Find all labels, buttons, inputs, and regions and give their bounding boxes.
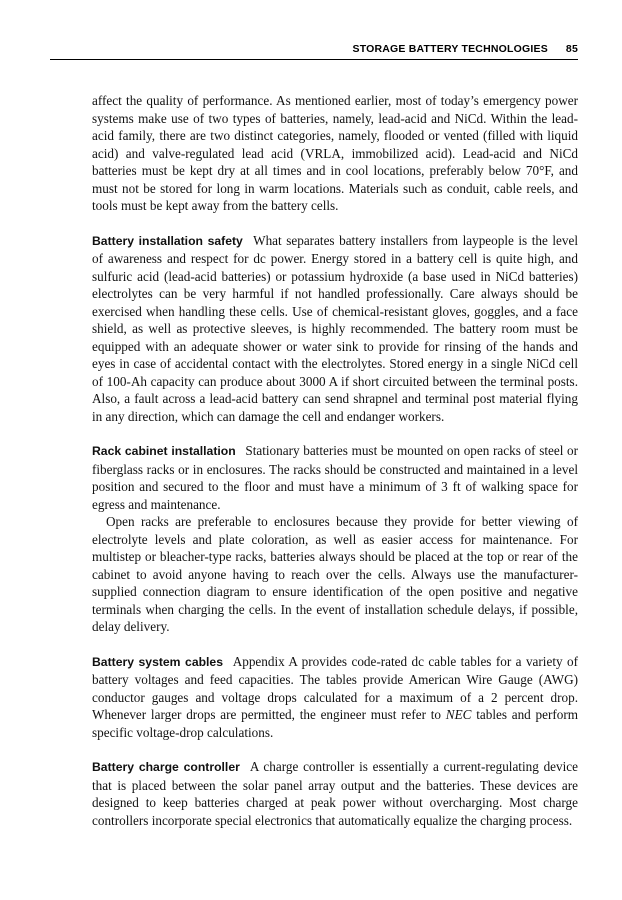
text-battery-system-cables-a: Appendix A provides code-rated dc cable tables for a variety of battery voltages and feed capacities. The tables provide American Wire Gauge (AWG) conductor gauges and voltage drops calculated for a maximum of a 2 percent drop. Whenever larger drops are permitted, the engineer must refer to bbox=[92, 653, 578, 722]
heading-battery-installation-safety: Battery installation safety bbox=[92, 233, 243, 248]
body-text bbox=[92, 92, 578, 829]
heading-rack-cabinet-installation: Rack cabinet installation bbox=[92, 444, 236, 458]
text-battery-installation-safety: What separates battery installers from laypeople is the level of awareness and respect for dc power. Energy stored in a battery cell is quite high, and sulfuric acid (lead-acid batteries) or potassium hydroxide (a base used in NiCd batteries) electrolytes can be very harmful if not handled professionally. Care always should be exercised when handling these cells. Use of chemical-resistant gloves, goggles, and a face shield, as well as protective sleeves, is highly recommended. The battery room must be equipped with an adequate shower or water sink to provide for rinsing of the hands and eyes in case of accidental contact with the electrolytes. Stored energy in a single NiCd cell of 100-Ah capacity can produce about 3000 A if short circuited between the terminal posts. Also, a fault across a lead-acid battery can send shrapnel and terminal post material flying in any direction, which can damage the cell and endanger workers. bbox=[92, 232, 579, 424]
running-header bbox=[92, 43, 578, 57]
paragraph-intro-text: affect the quality of performance. As mentioned earlier, most of today’s emergency power systems make use of two types of batteries, namely, lead-acid and NiCd. Within the lead-acid family, there are two distinct categories, namely, flooded or vented (filled with liquid acid) and valve-regulated lead acid (VRLA, immobilized acid). Lead-acid and NiCd batteries must be kept dry at all times and in cool locations, preferably below 70°F, and must not be stored for long in warm locations. Materials such as conduit, cable reels, and tools must be kept away from the battery cells. bbox=[92, 93, 578, 213]
section-battery-charge-controller bbox=[92, 758, 578, 829]
text-open-racks: Open racks are preferable to enclosures because they provide for better viewing of electrolyte levels and plate coloration, as well as easier access for maintenance. For multistep or bleacher-type racks, batteries always should be placed at the top or rear of the cabinet to avoid anyone having to reach over the cells. Always use the manufacturer-supplied connection diagram to ensure identification of the open positive and negative terminals when charging the cells. In the event of installation schedule delays, if possible, delay delivery. bbox=[92, 514, 578, 634]
running-head-title: STORAGE BATTERY TECHNOLOGIES bbox=[352, 43, 548, 55]
text-battery-charge-controller: A charge controller is essentially a current-regulating device that is placed between the solar panel array output and the batteries. These devices are designed to keep batteries charged at peak power without overcharging. Most charge controllers incorporate special electronics that automatically equalize the charging process. bbox=[92, 759, 578, 828]
text-rack-cabinet-installation: Stationary batteries must be mounted on open racks of steel or fiberglass racks or in enclosures. The racks should be constructed and maintained in a level position and secured to the floor and must have a minimum of 3 ft of walking space for egress and maintenance. bbox=[92, 443, 579, 512]
header-rule bbox=[50, 59, 578, 60]
heading-battery-charge-controller: Battery charge controller bbox=[92, 760, 240, 774]
section-battery-system-cables bbox=[92, 653, 578, 742]
page-number: 85 bbox=[565, 43, 578, 55]
section-battery-installation-safety bbox=[92, 232, 578, 426]
nec-reference: NEC bbox=[445, 707, 472, 722]
paragraph-intro bbox=[92, 92, 578, 215]
heading-battery-system-cables: Battery system cables bbox=[92, 654, 223, 669]
paragraph-open-racks bbox=[92, 513, 578, 636]
section-rack-cabinet-installation bbox=[92, 442, 578, 513]
text-battery-system-cables-b: tables and perform specific voltage-drop calculations. bbox=[92, 707, 579, 740]
